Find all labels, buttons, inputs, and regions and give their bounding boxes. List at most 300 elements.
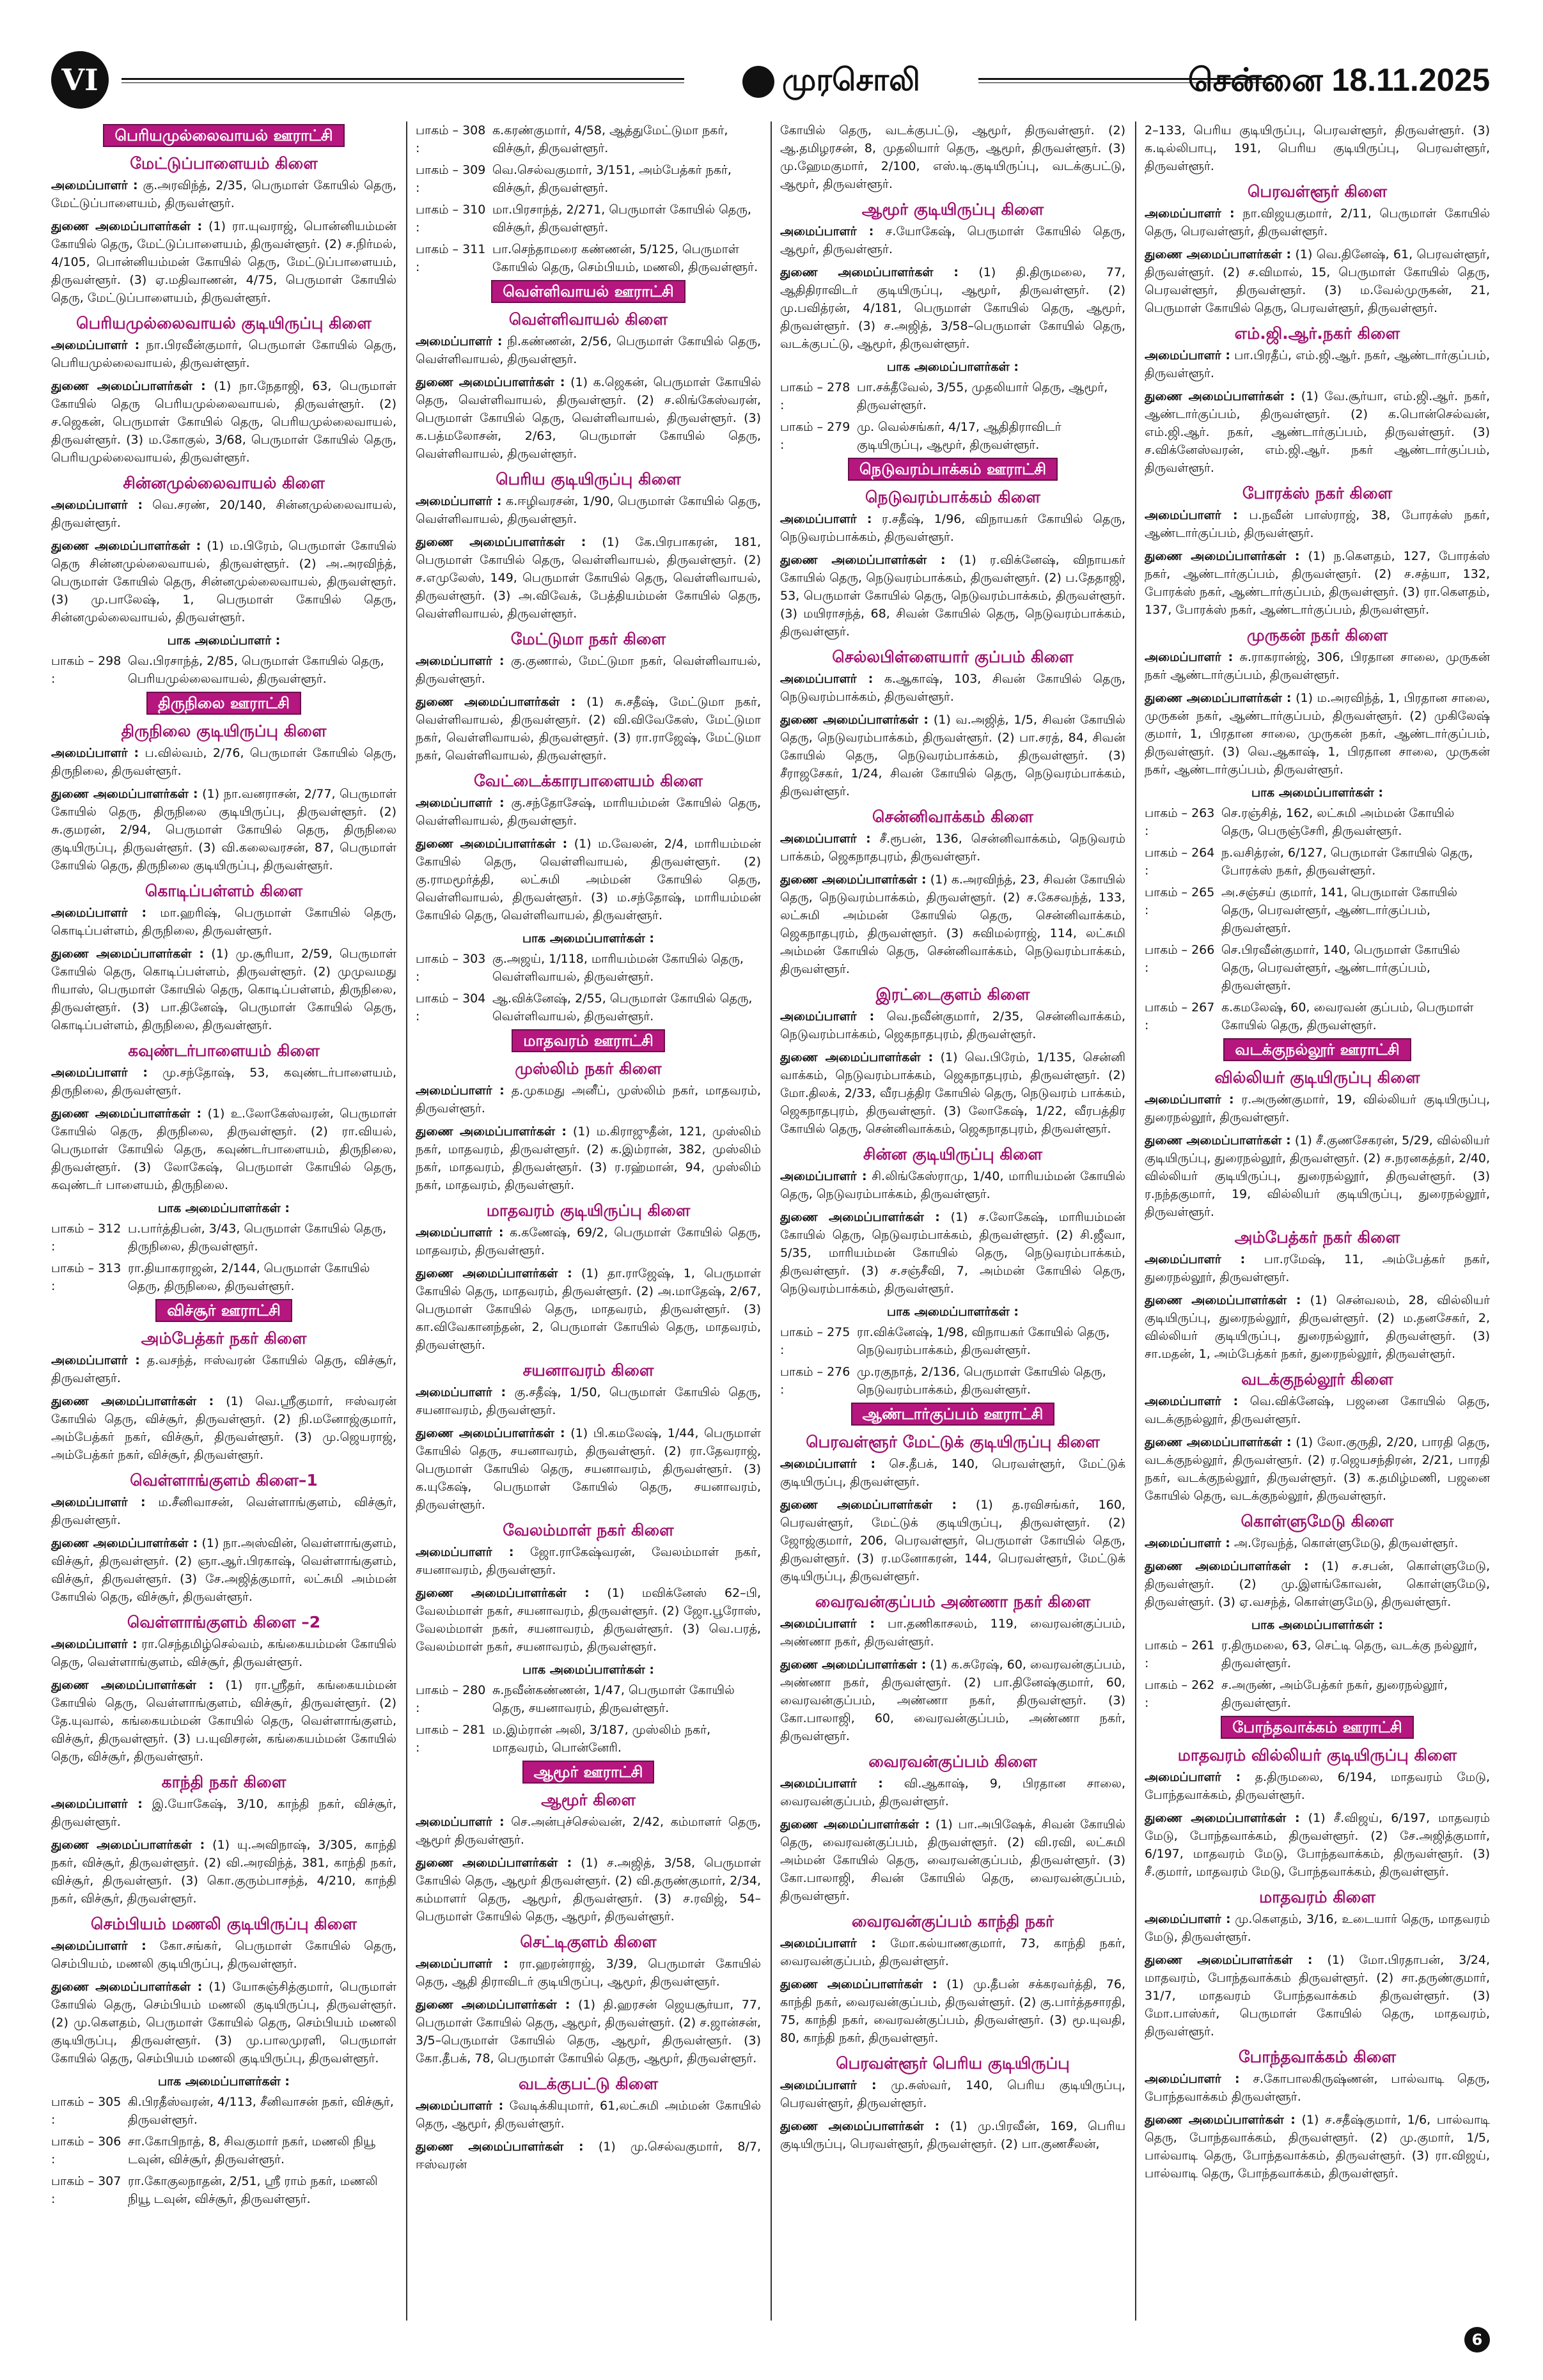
member-paragraph — [51, 1635, 396, 1671]
member-paragraph — [780, 2117, 1125, 2153]
role-label: துணை அமைப்பாளர்கள் : — [51, 1980, 203, 1994]
member-paragraph — [416, 492, 761, 528]
role-label: துணை அமைப்பாளர்கள் : — [51, 787, 198, 801]
ward-text: ர.திருமலை, 63, செட்டி தெரு, வடக்கு நல்லூர், திருவள்ளூர். — [1221, 1638, 1478, 1670]
member-paragraph — [51, 945, 396, 1034]
ward-text: க.கமலேஷ், 60, வைரவன் குப்பம், பெருமாள் கோயில் தெரு, திருவள்ளூர். — [1221, 1000, 1474, 1032]
role-label: அமைப்பாளர் : — [51, 746, 139, 760]
role-label: அமைப்பாளர் : — [780, 512, 872, 526]
ward-entry — [416, 201, 761, 237]
member-text: மு.கௌதம், 3/16, உடையார் தெரு, மாதவரம் மேடு, திருவள்ளூர். — [1145, 1912, 1490, 1944]
role-label: துணை அமைப்பாளர்கள் : — [416, 837, 568, 851]
member-paragraph — [51, 1392, 396, 1464]
member-text: (1) மு.பிரவீன், 169, பெரிய குடியிருப்பு, பெரவள்ளூர், திருவள்ளூர். (2) பா.குணசீலன், — [780, 2119, 1125, 2151]
role-label: அமைப்பாளர் : — [416, 1225, 504, 1240]
role-label: அமைப்பாளர் : — [51, 1353, 140, 1367]
member-text: (1) மு.சூரியா, 2/59, பெருமாள் கோயில் தெரு, கொடிப்பள்ளம், திருவள்ளூர். (2) முமுவமது ரியாஸ், பெருமாள் கோயில் தெரு, கொடிப்பள்ளம், திருநிலை, திருவள்ளூர். (3) பா.தினேஷ், பெருமாள் கோயில் தெரு, கொடிப்பள்ளம், திருநிலை, திருவள்ளூர். — [51, 947, 396, 1032]
member-text: செ.அன்புச்செல்வன், 2/42, கம்மாளர் தெரு, ஆமூர் திருவள்ளூர். — [416, 1815, 761, 1847]
branch-heading: வடக்குநல்லூர் கிளை — [1241, 1370, 1393, 1388]
role-label: துணை அமைப்பாளர்கள் : — [1145, 1559, 1309, 1573]
member-text: வெ.விக்னேஷ், பஜனை கோயில் தெரு, வடக்குநல்லூர், திருவள்ளூர். — [1145, 1394, 1490, 1426]
branch-heading: எம்.ஜி.ஆர்.நகர் கிளை — [1234, 324, 1400, 343]
branch-heading: வைரவன்குப்பம் அண்ணா நகர் கிளை — [815, 1592, 1091, 1611]
member-text: அ.ரேவந்த், கொள்ளுமேடு, திருவள்ளூர். — [1234, 1536, 1459, 1550]
role-label: துணை அமைப்பாளர்கள் : — [1145, 389, 1296, 403]
role-label: துணை அமைப்பாளர்கள் : — [51, 1678, 214, 1692]
role-label: துணை அமைப்பாளர்கள் : — [416, 1856, 572, 1870]
member-text: கு.அரவிந்த், 2/35, பெருமாள் கோயில் தெரு, மேட்டுப்பாளையம், திருவள்ளூர். — [51, 178, 396, 210]
member-paragraph — [51, 1795, 396, 1831]
member-text: ரா.ஹரன்ராஜ், 3/39, பெருமாள் கோயில் தெரு, ஆதி திராவிடர் குடியிருப்பு, ஆமூர், திருவள்ளூர். — [416, 1957, 761, 1989]
section-subheading: பாக அமைப்பாளர்கள் : — [886, 1305, 1019, 1319]
panchayat-title-badge: வடக்குநல்லூர் ஊராட்சி — [1223, 1038, 1411, 1061]
newspaper-brand — [691, 54, 972, 105]
role-label: அமைப்பாளர் : — [416, 1815, 505, 1829]
member-paragraph — [51, 1105, 396, 1194]
member-paragraph — [1145, 1534, 1490, 1552]
member-paragraph — [780, 510, 1125, 546]
ward-label: பாகம் – 310 : — [416, 203, 486, 235]
ward-text: செ.ரஞ்சித், 162, லட்சுமி அம்மன் கோயில் தெரு, பெருஞ்சேரி, திருவள்ளூர். — [1221, 806, 1455, 838]
member-paragraph — [1145, 1433, 1490, 1505]
role-label: அமைப்பாளர் : — [1145, 1770, 1241, 1784]
branch-heading: மேட்டுப்பாளையம் கிளை — [130, 154, 318, 173]
role-label: துணை அமைப்பாளர்கள் : — [51, 539, 201, 553]
ward-label: பாகம் – 263 : — [1145, 806, 1215, 838]
role-label: அமைப்பாளர் : — [1145, 2072, 1240, 2086]
branch-heading: பெரியமுல்லைவாயல் குடியிருப்பு கிளை — [76, 314, 372, 332]
member-text: (1) ர.விக்னேஷ், விநாயகர் கோயில் தெரு, நெடுவரம்பாக்கம், திருவள்ளூர். (2) ப.தேதாஜி, 53, பெருமாள் கோயில் தெரு, நெடுவரம்பாக்கம், திருவள்ளூர். (3) மயிராசந்த், 68, சிவன் கோயில் தெரு, நெடுவரம்பாக்கம், திருவள்ளூர். — [780, 553, 1125, 639]
panchayat-title-badge: நெடுவரம்பாக்கம் ஊராட்சி — [848, 458, 1058, 481]
branch-heading: வைரவன்குப்பம் காந்தி நகர் — [851, 1912, 1054, 1931]
role-label: துணை அமைப்பாளர்கள் : — [416, 1266, 572, 1280]
ward-entry — [416, 240, 761, 276]
ward-entry — [416, 161, 761, 197]
role-label: துணை அமைப்பாளர்கள் : — [780, 1977, 937, 1991]
role-label: துணை அமைப்பாளர்கள் : — [416, 1124, 567, 1139]
member-paragraph — [780, 1816, 1125, 1905]
branch-heading: செம்பியம் மணலி குடியிருப்பு கிளை — [91, 1915, 357, 1933]
role-label: அமைப்பாளர் : — [1145, 1394, 1239, 1408]
role-label: துணை அமைப்பாளர்கள் : — [1145, 247, 1292, 261]
member-text: கோ.சங்கர், பெருமாள் கோயில் தெரு, செம்பியம், மணலி குடியிருப்பு, திருவள்ளூர். — [51, 1939, 396, 1971]
member-paragraph — [416, 1383, 761, 1419]
ward-entry — [1145, 1637, 1490, 1672]
branch-heading: செல்லபிள்ளையார் குப்பம் கிளை — [832, 648, 1074, 666]
member-text: கு.குணால், மேட்டுமா நகர், வெள்ளிவாயல், திருவள்ளூர். — [416, 654, 761, 686]
member-paragraph — [51, 336, 396, 372]
branch-heading: வெள்ளாங்குளம் கிளை –2 — [127, 1613, 321, 1631]
page-number: 6 — [1464, 2327, 1490, 2353]
member-text: மு.சந்தோஷ், 53, கவுண்டர்பாளையம், திருநிலை, திருவள்ளூர். — [51, 1066, 396, 1098]
member-paragraph — [780, 1615, 1125, 1651]
branch-heading: செட்டிகுளம் கிளை — [520, 1933, 657, 1951]
member-paragraph — [780, 830, 1125, 866]
member-text: ம.சீனிவாசன், வெள்ளாங்குளம், விச்சூர், திருவள்ளூர். — [51, 1495, 396, 1527]
role-label: துணை அமைப்பாளர்கள் : — [780, 553, 946, 567]
member-paragraph — [51, 1351, 396, 1387]
member-paragraph — [1145, 1250, 1490, 1286]
ward-label: பாகம் – 267 : — [1145, 1000, 1215, 1032]
ward-entry — [1145, 804, 1490, 840]
member-paragraph — [780, 1656, 1125, 1745]
member-paragraph — [416, 332, 761, 368]
ward-entry — [1145, 883, 1490, 937]
member-text: (1) மோ.பிரதாபன், 3/24, மாதவரம், போந்தவாக்கம் திருவள்ளூர். (2) சா.தருண்குமார், 31/7, மாதவரம் போந்தவாக்கம் திருவள்ளூர். (3) மோ.பாஸ்கர், பெருமாள் கோயில் தெரு, மாதவரம், திருவள்ளூர். — [1145, 1953, 1490, 2039]
ward-text: ரா.கோகுலநாதன், 2/51, ஸ்ரீ ராம் நகர், மணலி நியூ டவுன், விச்சூர், திருவள்ளூர். — [128, 2174, 378, 2206]
member-paragraph — [416, 652, 761, 688]
ward-entry — [51, 2172, 396, 2208]
ward-text: ஆ.விக்னேஷ், 2/55, பெருமாள் கோயில் தெரு, வெள்ளிவாயல், திருவள்ளூர். — [492, 992, 753, 1023]
ward-label: பாகம் – 276 : — [780, 1365, 850, 1397]
member-paragraph — [1145, 1951, 1490, 2041]
ward-text: கி.பிரதீஸ்வரன், 4/113, சீனிவாசன் நகர், விச்சூர், திருவள்ளூர். — [128, 2095, 394, 2127]
member-text: நா.பிரவீன்குமார், பெருமாள் கோயில் தெரு, பெரியமுல்லைவாயல், திருவள்ளூர். — [51, 338, 396, 370]
member-paragraph — [1145, 2111, 1490, 2182]
member-text: (1) க.அரவிந்த், 23, சிவன் கோயில் தெரு, நெடுவரம்பாக்கம், திருவள்ளூர். (2) ச.கேசவந்த், 133, லட்சுமி அம்மன் கோயில் தெரு, சென்னிவாக்கம், ஜெகநாதபுரம், திருவள்ளூர். (3) சுவிமல்ராஜ், 114, லட்சுமி அம்மன் கோயில் தெரு, சென்னிவாக்கம், நெடுவரம்பாக்கம், திருவள்ளூர். — [780, 873, 1125, 976]
branch-heading: முஸ்லிம் நகர் கிளை — [515, 1059, 662, 1078]
member-text: செ.தீபக், 140, பெரவள்ளூர், மேட்டுக் குடியிருப்பு, திருவள்ளூர். — [780, 1457, 1125, 1489]
ward-label: பாகம் – 266 : — [1145, 943, 1215, 975]
member-paragraph — [51, 377, 396, 467]
role-label: துணை அமைப்பாளர்கள் : — [1145, 1293, 1301, 1307]
column-1 — [51, 121, 396, 2321]
role-label: அமைப்பாளர் : — [416, 796, 505, 810]
member-text: (1) உ.லோகேஸ்வரன், பெருமாள் கோயில் தெரு, திருநிலை, திருவள்ளூர். (2) ரா.வியல், பெருமாள் கோயில் தெரு, கவுண்டர்பாளையம், திருநிலை, திருவள்ளூர். (3) லோகேஷ், பெருமாள் கோயில் தெரு, கவுண்டர் பாளையம், திருநிலை. — [51, 1107, 396, 1192]
branch-heading: முருகன் நகர் கிளை — [1246, 626, 1388, 644]
member-text: (1) ம.பிரேம், பெருமாள் கோயில் தெரு சின்னமுல்லைவாயல், திருவள்ளூர். (2) அ.அரவிந்த், பெருமாள் கோயில் தெரு, சின்னமுல்லைவாயல், திருவள்ளூர். (3) மு.பாலேஷ், 1, பெருமாள் கோயில் தெரு, சின்னமுல்லைவாயல், திருவள்ளூர். — [51, 539, 396, 625]
section-subheading: பாக அமைப்பாளர்கள் : — [157, 2074, 290, 2088]
ward-text: வெ.பிரசாந்த், 2/85, பெருமாள் கோயில் தெரு, பெரியமுல்லைவாயல், திருவள்ளூர். — [128, 654, 384, 686]
ward-label: பாகம் – 305 : — [51, 2095, 121, 2127]
member-text: சி.லிங்கேஸ்ராமு, 1/40, மாரியம்மன் கோயில் தெரு, நெடுவரம்பாக்கம், திருவள்ளூர். — [780, 1169, 1125, 1201]
member-paragraph — [1145, 1557, 1490, 1611]
member-paragraph — [1145, 1768, 1490, 1804]
branch-heading: வைரவன்குப்பம் கிளை — [868, 1752, 1037, 1771]
member-paragraph — [1145, 2070, 1490, 2106]
role-label: அமைப்பாளர் : — [416, 1385, 506, 1399]
section-subheading: பாக அமைப்பாளர்கள் : — [522, 1663, 654, 1677]
member-text: வேடிக்கியுமார், 61,லட்சுமி அம்மன் கோயில் தெரு, ஆமூர், திருவள்ளூர். — [416, 2099, 761, 2131]
ward-text: ச.அருண், அம்பேத்கர் நகர், துரைநல்லூர், திருவள்ளூர். — [1221, 1678, 1448, 1710]
member-paragraph — [416, 1996, 761, 2067]
member-text: க.ஈழிவரசன், 1/90, பெருமாள் கோயில் தெரு, வெள்ளிவாயல், திருவள்ளூர். — [416, 494, 761, 526]
member-paragraph — [51, 496, 396, 532]
branch-heading: போந்தவாக்கம் கிளை — [1238, 2048, 1397, 2066]
ward-entry — [780, 1323, 1125, 1359]
member-paragraph — [1145, 1392, 1490, 1428]
member-paragraph — [416, 794, 761, 830]
ward-label: பாகம் – 262 : — [1145, 1678, 1215, 1710]
role-label: அமைப்பாளர் : — [780, 1009, 875, 1023]
ward-entry — [1145, 844, 1490, 880]
role-label: அமைப்பாளர் : — [416, 494, 502, 508]
member-text: சு.ராகரான்ஜ், 306, பிரதான சாலை, முருகன் நகர் ஆண்டார்குப்பம், திருவள்ளூர். — [1145, 650, 1490, 682]
member-text: மு.சுஸ்வர், 140, பெரிய குடியிருப்பு, பெரவள்ளூர், திருவள்ளூர். — [780, 2078, 1125, 2110]
member-paragraph — [51, 176, 396, 212]
ward-label: பாகம் – 308 : — [416, 123, 486, 155]
member-text: மோ.கல்யாணகுமார், 73, காந்தி நகர், வைரவன்குப்பம், திருவள்ளூர். — [780, 1936, 1125, 1968]
member-text: ப.நவீன் பாஸ்ராஜ், 38, போரக்ஸ் நகர், ஆண்டார்குப்பம், திருவள்ளூர். — [1145, 508, 1490, 540]
member-paragraph — [416, 1955, 761, 1991]
member-text: (1) ம.வேலன், 2/4, மாரியம்மன் கோயில் தெரு, வெள்ளிவாயல், திருவள்ளூர். (2) கு.ராமமூர்த்தி, லட்சுமி அம்மன் கோயில் தெரு, வெள்ளிவாயல், திருவள்ளூர். (3) ம.சந்தோஷ், மாரியம்மன் கோயில் தெரு, வெள்ளிவாயல், திருவள்ளூர். — [416, 837, 761, 922]
member-text: (1) ரா.ஸ்ரீதர், கங்கையம்மன் கோயில் தெரு, வெள்ளாங்குளம், விச்சூர், திருவள்ளூர். (2) தே.யுவால், கங்கையம்மன் கோயில் தெரு, வெள்ளாங்குளம், விச்சூர், திருவள்ளூர். (3) ப.யுவிசரன், கங்கையம்மன் கோயில் தெரு, விச்சூர், திருவள்ளூர். — [51, 1678, 396, 1764]
role-label: துணை அமைப்பாளர்கள் : — [1145, 1953, 1313, 1967]
role-label: அமைப்பாளர் : — [780, 1169, 867, 1183]
role-label: அமைப்பாளர் : — [1145, 508, 1238, 522]
branch-heading: இரட்டைகுளம் கிளை — [875, 985, 1030, 1004]
role-label: அமைப்பாளர் : — [51, 178, 138, 192]
ward-entry — [780, 1363, 1125, 1399]
ward-entry — [1145, 941, 1490, 995]
role-label: அமைப்பாளர் : — [1145, 650, 1234, 664]
member-text: ஜோ.ராகேஷ்வரன், வேலம்மாள் நகர், சயனாவரம், திருவள்ளூர். — [416, 1545, 761, 1577]
member-text: சீ.ரூபன், 136, சென்னிவாக்கம், நெடுவரம் பாக்கம், ஜெகநாதபுரம், திருவள்ளூர். — [780, 832, 1125, 864]
member-text: (1) ச.லோகேஷ், மாரியம்மன் கோயில் தெரு, நெடுவரம்பாக்கம், திருவள்ளூர். (2) சி.ஜீவா, 5/35, மாரியம்மன் கோயில் தெரு, நெடுவரம்பாக்கம், திருவள்ளூர். (3) ச.சஞ்சீவி, 7, அம்மன் கோயில் தெரு, நெடுவரம்பாக்கம், திருவள்ளூர். — [780, 1210, 1125, 1296]
member-paragraph — [780, 551, 1125, 641]
role-label: துணை அமைப்பாளர்கள் : — [780, 1658, 927, 1672]
ward-entry — [416, 1681, 761, 1717]
branch-heading: வேட்டைக்காரபாளையம் கிளை — [474, 772, 703, 790]
member-text: க.கணேஷ், 69/2, பெருமாள் கோயில் தெரு, மாதவரம், திருவள்ளூர். — [416, 1225, 761, 1257]
member-paragraph — [780, 263, 1125, 353]
member-paragraph — [51, 785, 396, 875]
role-label: அமைப்பாளர் : — [1145, 1093, 1234, 1107]
member-paragraph — [780, 2076, 1125, 2112]
ward-text: ந.வசித்ரன், 6/127, பெருமாள் கோயில் தெரு, போரக்ஸ் நகர், திருவள்ளூர். — [1221, 846, 1473, 878]
role-label: அமைப்பாளர் : — [1145, 206, 1235, 221]
branch-heading: காந்தி நகர் கிளை — [161, 1773, 286, 1791]
member-text: 2–133, பெரிய குடியிருப்பு, பெரவள்ளூர், திருவள்ளூர். (3) க.டில்லிபாபு, 191, பெரிய குடியிருப்பு, பெரவள்ளூர், திருவள்ளூர். — [1145, 123, 1490, 173]
branch-heading: மாதவரம் வில்லியர் குடியிருப்பு கிளை — [1177, 1746, 1457, 1764]
member-text: (1) ச.சபன், கொள்ளுமேடு, திருவள்ளூர். (2) மு.இளங்கோவன், கொள்ளுமேடு, திருவள்ளூர். (3) ஏ.வசந்த், கொள்ளுமேடு, திருவள்ளூர். — [1145, 1559, 1490, 1609]
section-subheading: பாக அமைப்பாளர் : — [167, 634, 281, 648]
member-text: ச.கோபாலகிருஷ்ணன், பால்வாடி தெரு, போந்தவாக்கம் திருவள்ளூர். — [1145, 2072, 1490, 2104]
role-label: அமைப்பாளர் : — [416, 654, 505, 668]
role-label: துணை அமைப்பாளர்கள் : — [416, 375, 565, 389]
member-paragraph — [1145, 205, 1490, 240]
member-paragraph — [51, 217, 396, 307]
member-paragraph — [416, 2097, 761, 2133]
member-paragraph — [780, 121, 1125, 193]
ward-entry — [51, 2093, 396, 2129]
ward-label: பாகம் – 264 : — [1145, 846, 1215, 878]
member-text: (1) ம.கிராஜுதீன், 121, முஸ்லிம் நகர், மாதவரம், திருவள்ளூர். (2) க.இம்ரான், 382, முஸ்லிம் நகர், மாதவரம், திருவள்ளூர். (3) ர.ரஹ்மான், 94, முஸ்லிம் நகர், மாதவரம், திருவள்ளூர். — [416, 1124, 761, 1192]
member-text: வி.ஆகாஷ், 9, பிரதான சாலை, வைரவன்குப்பம், திருவள்ளூர். — [780, 1777, 1125, 1808]
member-text: (1) தா.ராஜேஷ், 1, பெருமாள் கோயில் தெரு, மாதவரம், திருவள்ளூர். (2) அ.மாதேஷ், 2/67, பெருமாள் கோயில் தெரு, மாதவரம், திருவள்ளூர். (3) கா.விவேகானந்தன், 2, பெருமாள் கோயில் தெரு, மாதவரம், திருவள்ளூர். — [416, 1266, 761, 1352]
role-label: துணை அமைப்பாளர்கள் : — [51, 1394, 214, 1408]
member-paragraph — [1145, 1132, 1490, 1221]
role-label: அமைப்பாளர் : — [780, 1936, 876, 1950]
member-paragraph — [416, 373, 761, 463]
member-text: ர.அருண்குமார், 19, வில்லியர் குடியிருப்பு, துரைநல்லூர், திருவள்ளூர். — [1145, 1093, 1490, 1124]
member-paragraph — [1145, 1291, 1490, 1363]
member-paragraph — [51, 1676, 396, 1766]
branch-heading: வடக்குபட்டு கிளை — [518, 2074, 659, 2093]
role-label: அமைப்பாளர் : — [51, 1637, 137, 1651]
role-label: அமைப்பாளர் : — [1145, 348, 1231, 362]
role-label: அமைப்பாளர் : — [51, 1066, 148, 1080]
member-text: கோயில் தெரு, வடக்குபட்டு, ஆமூர், திருவள்ளூர். (2) ஆ.தமிழரசன், 8, முதலியார் தெரு, ஆமூர், திருவள்ளூர். (3) மு.ஹேமகுமார், 2/100, எஸ்.டி.குடியிருப்பு, வடக்குபட்டு, ஆமூர், திருவள்ளூர். — [780, 123, 1125, 191]
section-subheading: பாக அமைப்பாளர்கள் : — [157, 1201, 290, 1215]
branch-heading: போரக்ஸ் நகர் கிளை — [1242, 484, 1393, 502]
ward-text: ரா.தியாகராஜன், 2/144, பெருமாள் கோயில் தெரு, திருநிலை, திருவள்ளூர். — [128, 1261, 370, 1293]
role-label: அமைப்பாளர் : — [51, 338, 140, 352]
column-4 — [1145, 121, 1490, 2321]
member-paragraph — [416, 1813, 761, 1849]
ward-label: பாகம் – 261 : — [1145, 1638, 1215, 1670]
ward-entry — [416, 1721, 761, 1757]
column-divider — [1135, 121, 1136, 2321]
member-paragraph — [780, 1496, 1125, 1585]
role-label: துணை அமைப்பாளர்கள் : — [780, 713, 928, 727]
branch-heading: ஆமூர் கிளை — [541, 1791, 636, 1809]
member-paragraph — [416, 1082, 761, 1117]
role-label: அமைப்பாளர் : — [416, 1957, 508, 1971]
member-text: (1) ந.கௌதம், 127, போரக்ஸ் நகர், ஆண்டார்குப்பம், திருவள்ளூர். (2) ச.சத்யா, 132, போரக்ஸ் நகர், ஆண்டார்குப்பம், திருவள்ளூர். (3) ரா.கௌதம், 137, போரக்ஸ் நகர், ஆண்டார்குப்பம், திருவள்ளூர். — [1145, 549, 1490, 617]
panchayat-title-badge: விச்சூர் ஊராட்சி — [155, 1299, 292, 1322]
role-label: அமைப்பாளர் : — [780, 1777, 883, 1791]
member-text: (1) வெ.பிரேம், 1/135, சென்னி வாக்கம், நெடுவரம்பாக்கம், ஜெகநாதபுரம், திருவள்ளூர். (2) மோ.திலக், 2/33, வீரபத்திர கோயில் தெரு, நெடுவரம் பாக்கம், ஜெகநாதபுரம், திருவள்ளூர். (3) லோகேஷ், 1/22, வீரபத்திர கோயில் தெரு, சென்னிவாக்கம், ஜெகநாதபுரம், திருவள்ளூர். — [780, 1050, 1125, 1136]
ward-entry — [51, 1220, 396, 1256]
branch-heading: வேலம்மாள் நகர் கிளை — [503, 1521, 674, 1539]
member-paragraph — [780, 222, 1125, 258]
member-text: (1) சீ.குணசேகரன், 5/29, வில்லியர் குடியிருப்பு, துரைநல்லூர், திருவள்ளூர். (2) ச.நரனகத்தர், 2/40, வில்லியர் குடியிருப்பு, துரைநல்லூர், திருவள்ளூர். (3) ர.நந்தகுமார், 19, வில்லியர் குடியிருப்பு, துரைநல்லூர், திருவள்ளூர். — [1145, 1133, 1490, 1219]
member-text: (1) நா.நேதாஜி, 63, பெருமாள் கோயில் தெரு பெரியமுல்லைவாயல், திருவள்ளூர். (2) ச.ஜெகன், பெருமாள் கோயில் தெரு, பெரியமுல்லைவாயல், திருவள்ளூர். (3) ம.கோகுல், 3/68, பெருமாள் கோயில் தெரு, பெரியமுல்லைவாயல், திருவள்ளூர். — [51, 379, 396, 465]
member-text: (1) ரா.யுவராஜ், பொன்னியம்மன் கோயில் தெரு, மேட்டுப்பாளையம், திருவள்ளூர். (2) ச.நிர்மல், 4/105, பொன்னியம்மன் கோயில் தெரு, மேட்டுப்பாளையம், திருவள்ளூர். (3) ஏ.மதிவாணன், 4/75, பெருமாள் கோயில் தெரு, மேட்டுப்பாளையம், திருவள்ளூர். — [51, 219, 396, 305]
member-paragraph — [416, 1224, 761, 1259]
section-subheading: பாக அமைப்பாளர்கள் : — [1251, 786, 1383, 800]
ward-entry — [780, 418, 1125, 454]
member-text: (1) சீ.விஜய், 6/197, மாதவரம் மேடு, போந்தவாக்கம், திருவள்ளூர். (2) சே.அஜித்குமார், 6/197, மாதவரம் மேடு, போந்தவாக்கம், திருவள்ளூர். (3) சீ.குமார், மாதவரம் மேடு, போந்தவாக்கம், திருவள்ளூர். — [1145, 1811, 1490, 1879]
role-label: துணை அமைப்பாளர்கள் : — [1145, 1133, 1291, 1147]
ward-entry — [51, 652, 396, 688]
member-text: (1) பி.கமலேஷ், 1/44, பெருமாள் கோயில் தெரு, சயனாவரம், திருவள்ளூர். (2) ரா.தேவராஜ், பெருமாள் கோயில் தெரு, சயனாவரம், திருவள்ளூர். (3) க.யுகேஷ், பெருமாள் கோயில் தெரு, சயனாவரம், திருவள்ளூர். — [416, 1426, 761, 1512]
member-text: (1) மு.தீபன் சக்கரவர்த்தி, 76, காந்தி நகர், வைரவன்குப்பம், திருவள்ளூர். (2) கு.பார்த்தசாரதி, 75, காந்தி நகர், வைரவன்குப்பம், திருவள்ளூர். (3) மூ.யுவதி, 80, காந்தி நகர், திருவள்ளூர். — [780, 1977, 1125, 2045]
member-paragraph — [1145, 346, 1490, 382]
article-columns — [51, 121, 1490, 2321]
role-label: துணை அமைப்பாளர்கள் : — [51, 947, 204, 961]
member-paragraph — [1145, 1091, 1490, 1126]
member-text: (1) வெ.ஸ்ரீகுமார், ஈஸ்வரன் கோயில் தெரு, விச்சூர், திருவள்ளூர். (2) நி.மனோஜ்குமார், அம்பேத்கர் நகர், விச்சூர், திருவள்ளூர். (3) மு.ஜெயராஜ், அம்பேத்கர் நகர், விச்சூர், திருவள்ளூர். — [51, 1394, 396, 1462]
branch-heading: கொடிப்பள்ளம் கிளை — [145, 882, 303, 900]
member-paragraph — [51, 904, 396, 940]
ward-text: க.கரண்குமார், 4/58, ஆத்துமேட்டுமா நகர், விச்சூர், திருவள்ளூர். — [492, 123, 728, 155]
member-paragraph — [1145, 245, 1490, 317]
branch-heading: சின்ன குடியிருப்பு கிளை — [863, 1145, 1043, 1163]
ward-label: பாகம் – 281 : — [416, 1723, 486, 1755]
member-text: ச.யோகேஷ், பெருமாள் கோயில் தெரு, ஆமூர், திருவள்ளூர். — [780, 224, 1125, 256]
role-label: துணை அமைப்பாளர்கள் : — [1145, 1435, 1292, 1449]
member-paragraph — [780, 871, 1125, 978]
ward-label: பாகம் – 298 : — [51, 654, 121, 686]
member-text: ரா.செந்தமிழ்செல்வம், கங்கையம்மன் கோயில் தெரு, வெள்ளாங்குளம், விச்சூர், திருவள்ளூர். — [51, 1637, 396, 1669]
page-label-badge: VI — [51, 51, 109, 109]
member-paragraph — [416, 1264, 761, 1354]
role-label: அமைப்பாளர் : — [1145, 1536, 1230, 1550]
ward-text: மா.பிரசாந்த், 2/271, பெருமாள் கோயில் தெரு, விச்சூர், திருவள்ளூர். — [492, 203, 751, 235]
member-paragraph — [780, 1775, 1125, 1810]
ward-text: மு.ரகுநாத், 2/136, பெருமாள் கோயில் தெரு, நெடுவரம்பாக்கம், திருவள்ளூர். — [857, 1365, 1106, 1397]
member-text: வெ.நவீன்குமார், 2/35, சென்னிவாக்கம், நெடுவரம்பாக்கம், ஜெகநாதபுரம், திருவள்ளூர். — [780, 1009, 1125, 1041]
member-paragraph — [416, 1424, 761, 1514]
ward-text: அ.சஞ்சய் குமார், 141, பெருமாள் கோயில் தெரு, பெரவள்ளூர், ஆண்டார்குப்பம், திருவள்ளூர். — [1221, 885, 1458, 935]
member-text: (1) மவிக்னேஸ் 62–பி, வேலம்மாள் நகர், சயனாவரம், திருவள்ளூர். (2) ஜோ.பூரோஸ், வேலம்மாள் நகர், சயனாவரம், திருவள்ளூர். (3) வெ.பரத், வேலம்மாள் நகர், சயனாவரம், திருவள்ளூர். — [416, 1586, 761, 1654]
member-text: த.திருமலை, 6/194, மாதவரம் மேடு, போந்தவாக்கம், திருவள்ளூர். — [1145, 1770, 1490, 1802]
role-label: அமைப்பாளர் : — [780, 2078, 877, 2092]
role-label: அமைப்பாளர் : — [416, 1084, 505, 1098]
member-paragraph — [1145, 1910, 1490, 1946]
branch-heading: சின்னமுல்லைவாயல் கிளை — [123, 474, 325, 492]
role-label: அமைப்பாளர் : — [51, 1495, 146, 1509]
member-text: (1) சு.சதீஷ், மேட்டுமா நகர், வெள்ளிவாயல், திருவள்ளூர். (2) வி.விவேகேஸ், மேட்டுமா நகர், வெள்ளிவாயல், திருவள்ளூர். (3) ரா.ராஜேஷ், மேட்டுமா நகர், வெள்ளிவாயல், திருவள்ளூர். — [416, 695, 761, 763]
member-paragraph — [51, 1064, 396, 1100]
member-text: (1) க.சுரேஷ், 60, வைரவன்குப்பம், அண்ணா நகர், திருவள்ளூர். (2) பா.தினேஷ்குமார், 60, வைரவன்குப்பம், அண்ணா நகர், திருவள்ளூர். (3) கோ.பாலாஜி, 60, வைரவன்குப்பம், அண்ணா நகர், திருவள்ளூர். — [780, 1658, 1125, 1743]
member-paragraph — [51, 1937, 396, 1973]
role-label: துணை அமைப்பாளர்கள் : — [416, 1586, 590, 1600]
member-text: பா.பிரதீப், எம்.ஜி.ஆர். நகர், ஆண்டார்குப்பம், திருவள்ளூர். — [1145, 348, 1490, 380]
branch-heading: வில்லியர் குடியிருப்பு கிளை — [1214, 1068, 1420, 1087]
member-text: (1) த.ரவிசங்கர், 160, பெரவள்ளூர், மேட்டுக் குடியிருப்பு, திருவள்ளூர். (2) ஜோஜ்குமார், 206, பெரவள்ளூர், பெருமாள் கோயில் தெரு, திருவள்ளூர். (3) ர.மனோகரன், 144, பெரவள்ளூர், மேட்டுக் குடியிருப்பு, திருவள்ளூர். — [780, 1498, 1125, 1583]
member-paragraph — [780, 1007, 1125, 1043]
branch-heading: கொள்ளுமேடு கிளை — [1241, 1512, 1394, 1530]
ward-entry — [51, 1259, 396, 1295]
section-subheading: பாக அமைப்பாளர்கள் : — [1251, 1618, 1383, 1632]
role-label: அமைப்பாளர் : — [780, 832, 871, 846]
masthead-rule-left — [121, 78, 684, 83]
member-paragraph — [1145, 1809, 1490, 1881]
ward-label: பாகம் – 309 : — [416, 163, 486, 195]
member-paragraph — [780, 1934, 1125, 1970]
ward-entry — [416, 990, 761, 1025]
role-label: துணை அமைப்பாளர்கள் : — [780, 1050, 934, 1064]
role-label: துணை அமைப்பாளர்கள் : — [416, 1998, 570, 2012]
role-label: அமைப்பாளர் : — [1145, 1912, 1231, 1926]
ward-entry — [1145, 1676, 1490, 1712]
ward-entry — [780, 378, 1125, 414]
branch-heading: மாதவரம் குடியிருப்பு கிளை — [486, 1201, 691, 1220]
ward-entry — [416, 121, 761, 157]
member-paragraph — [51, 537, 396, 626]
member-text: (1) சென்வலம், 28, வில்லியர் குடியிருப்பு, துரைநல்லூர், திருவள்ளூர். (2) ம.தனசேகர், 2, வில்லியர் குடியிருப்பு, துரைநல்லூர், திருவள்ளூர். (3) சா.மதன், 1, அம்பேத்கர் நகர், துரைநல்லூர், திருவள்ளூர். — [1145, 1293, 1490, 1361]
ward-label: பாகம் – 306 : — [51, 2135, 121, 2166]
panchayat-title-badge: திருநிலை ஊராட்சி — [146, 692, 301, 715]
column-2 — [416, 121, 761, 2321]
role-label: துணை அமைப்பாளர்கள் : — [51, 1107, 202, 1121]
branch-heading: சென்னிவாக்கம் கிளை — [872, 807, 1033, 826]
role-label: அமைப்பாளர் : — [51, 498, 143, 512]
member-paragraph — [780, 1167, 1125, 1203]
dateline: சென்னை 18.11.2025 — [1187, 62, 1490, 98]
role-label: துணை அமைப்பாளர்கள் : — [51, 1536, 198, 1550]
branch-heading: வெள்ளிவாயல் கிளை — [508, 310, 668, 329]
member-paragraph — [1145, 547, 1490, 619]
role-label: அமைப்பாளர் : — [416, 334, 503, 348]
member-text: கு.சதீஷ், 1/50, பெருமாள் கோயில் தெரு, சயனாவரம், திருவள்ளூர். — [416, 1385, 761, 1417]
member-paragraph — [1145, 648, 1490, 684]
ward-label: பாகம் – 280 : — [416, 1683, 486, 1715]
member-text: க.ஆகாஷ், 103, சிவன் கோயில் தெரு, நெடுவரம்பாக்கம், திருவள்ளூர். — [780, 672, 1125, 704]
member-text: (1) ம.அரவிந்த், 1, பிரதான சாலை, முருகன் நகர், ஆண்டார்குப்பம், திருவள்ளூர். (2) முகிலேஷ் குமார், 1, பிரதான சாலை, முருகன் நகர், ஆண்டார்குப்பம், திருவள்ளூர். (3) வெ.ஆகாஷ், 1, பிரதான சாலை, முருகன் நகர், ஆண்டார்குப்பம், திருவள்ளூர். — [1145, 691, 1490, 777]
role-label: துணை அமைப்பாளர்கள் : — [780, 873, 927, 887]
ward-text: வெ.செல்வகுமார், 3/151, அம்பேத்கர் நகர், விச்சூர், திருவள்ளூர். — [492, 163, 732, 195]
role-label: துணை அமைப்பாளர்கள் : — [51, 1838, 205, 1852]
ward-text: ரா.விக்னேஷ், 1/98, விநாயகர் கோயில் தெரு, நெடுவரம்பாக்கம், திருவள்ளூர். — [857, 1325, 1110, 1357]
member-text: த.முகமது அனீப், முஸ்லிம் நகர், மாதவரம், திருவள்ளூர். — [416, 1084, 761, 1116]
member-text: (1) தி.ஹரசன் ஜெயசூர்யா, 77, பெருமாள் கோயில் தெரு, ஆமூர், திருவள்ளூர். (2) ச.ஜான்சன், 3/5–பெருமாள் கோயில் தெரு, ஆமூர், திருவள்ளூர். (3) கோ.தீபக், 78, பெருமாள் கோயில் தெரு, ஆமூர், திருவள்ளூர். — [416, 1998, 761, 2065]
member-text: ப.வில்வம், 2/76, பெருமாள் கோயில் தெரு, திருநிலை, திருவள்ளூர். — [51, 746, 396, 778]
role-label: அமைப்பாளர் : — [51, 1797, 143, 1811]
